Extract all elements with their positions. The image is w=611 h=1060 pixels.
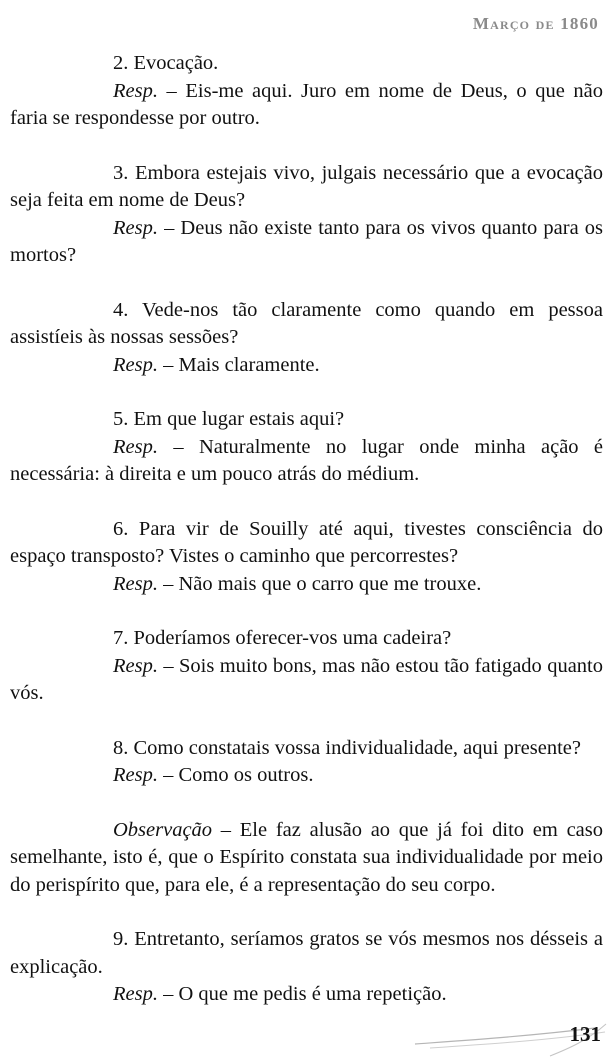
resp-label: Resp. xyxy=(113,79,158,102)
question-4: 4. Vede-nos tão claramente como quando em pessoa assistíeis às nossas sessões? xyxy=(10,298,603,348)
answer-4 xyxy=(10,352,603,380)
answer-3 xyxy=(10,215,603,270)
observation-text: – Ele faz alusão ao que já foi dito em caso semelhante, isto é, que o Espírito constata sua individualidade por meio do perispírito que, para ele, é a representação do seu corpo. xyxy=(10,818,603,896)
resp-label: Resp. xyxy=(113,435,158,458)
question-9: 9. Entretanto, seríamos gratos se vós mesmos nos désseis a explicação. xyxy=(10,928,603,978)
answer-6 xyxy=(10,571,603,599)
answer-text: – Como os outros. xyxy=(157,764,314,786)
question-8: 8. Como constatais vossa individualidade, aqui presente? xyxy=(113,736,581,759)
answer-text: – Mais claramente. xyxy=(157,353,320,376)
answer-5 xyxy=(10,434,603,489)
question-3: 3. Embora estejais vivo, julgais necessário que a evocação seja feita em nome de Deus? xyxy=(10,161,603,211)
question-7: 7. Poderíamos oferecer-vos uma cadeira? xyxy=(113,627,452,649)
resp-label: Resp. xyxy=(113,654,158,677)
page-number: 131 xyxy=(569,1022,601,1046)
answer-text: – Não mais que o carro que me trouxe. xyxy=(157,572,482,595)
resp-label: Resp. xyxy=(113,353,158,376)
answer-8 xyxy=(10,762,603,790)
answer-text: – Naturalmente no lugar onde minha ação é necessária: à direita e um pouco atrás do médium. xyxy=(10,435,603,485)
answer-7 xyxy=(10,653,603,708)
resp-label: Resp. xyxy=(113,216,158,239)
resp-label: Resp. xyxy=(113,572,158,595)
question-6: 6. Para vir de Souilly até aqui, tivestes consciência do espaço transposto? Vistes o caminho que percorrestes? xyxy=(10,517,603,567)
observation-label: Observação xyxy=(113,818,213,841)
answer-text: – Deus não existe tanto para os vivos quanto para os mortos? xyxy=(10,216,603,266)
answer-text: – Eis-me aqui. Juro em nome de Deus, o que não faria se respondesse por outro. xyxy=(10,79,603,129)
answer-text: – Sois muito bons, mas não estou tão fatigado quanto vós. xyxy=(10,654,603,704)
observation xyxy=(10,817,603,900)
resp-label: Resp. xyxy=(113,764,158,786)
running-header: Março de 1860 xyxy=(472,14,599,33)
answer-text: – O que me pedis é uma repetição. xyxy=(157,983,447,1005)
resp-label: Resp. xyxy=(113,983,158,1005)
answer-2 xyxy=(10,78,603,133)
page-body xyxy=(10,50,603,1009)
question-5: 5. Em que lugar estais aqui? xyxy=(113,408,345,430)
question-2: 2. Evocação. xyxy=(113,52,219,74)
